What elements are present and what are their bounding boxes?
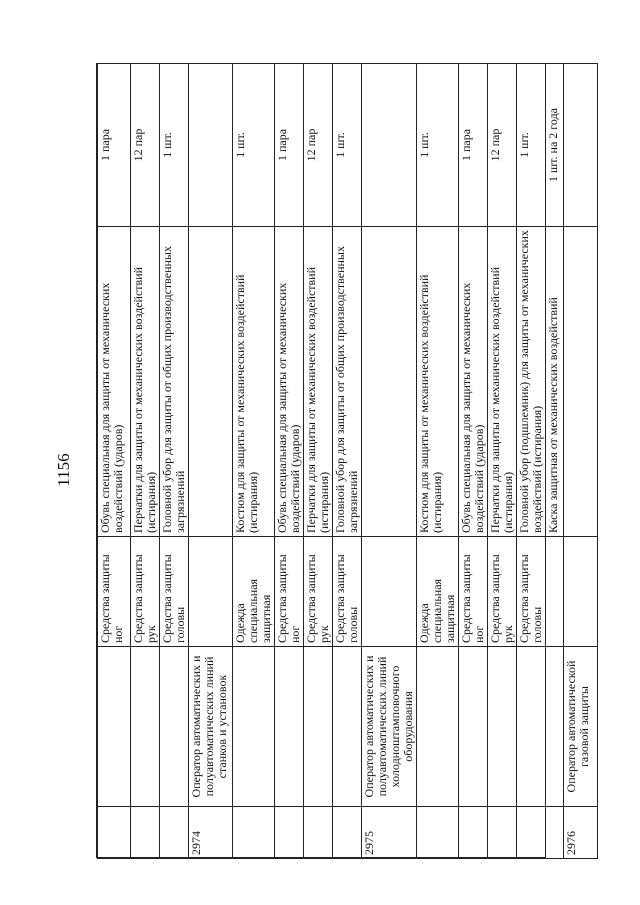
table-row: [459, 64, 488, 859]
row-number: [275, 807, 304, 859]
profession-name: [275, 647, 304, 807]
row-number: 2975: [362, 807, 417, 859]
ppe-type: [546, 537, 564, 647]
ppe-type: [189, 537, 233, 647]
table-row: [189, 64, 233, 859]
ppe-item: [362, 227, 417, 537]
table-row: [160, 64, 189, 859]
issue-norm: 1 шт. на 2 года: [546, 64, 564, 227]
ppe-item: [564, 227, 598, 537]
profession-name: [488, 647, 517, 807]
ppe-type: Одежда специальная защитная: [233, 537, 275, 647]
ppe-type: Средства защиты головы: [333, 537, 362, 647]
row-number: [488, 807, 517, 859]
norms-table: [97, 63, 598, 859]
ppe-item: Головной убор для защиты от общих производственных загрязнений: [160, 227, 189, 537]
ppe-type: Средства защиты рук: [304, 537, 333, 647]
profession-name: [459, 647, 488, 807]
row-number: [98, 807, 131, 859]
ppe-item: Головной убор для защиты от общих производственных загрязнений: [333, 227, 362, 537]
issue-norm: 1 шт.: [233, 64, 275, 227]
issue-norm: 12 пар: [488, 64, 517, 227]
table-row: [275, 64, 304, 859]
table-row: [546, 64, 564, 859]
ppe-type: Средства защиты головы: [517, 537, 546, 647]
ppe-item: Костюм для защиты от механических воздействий (истирания): [233, 227, 275, 537]
issue-norm: 1 шт.: [160, 64, 189, 227]
table-row: [417, 64, 459, 859]
ppe-item: Обувь специальная для защиты от механических воздействий (ударов): [459, 227, 488, 537]
ppe-item: Обувь специальная для защиты от механических воздействий (ударов): [275, 227, 304, 537]
ppe-type: [564, 537, 598, 647]
ppe-item: Головной убор (подшлемник) для защиты от механических воздействий (истирания): [517, 227, 546, 537]
row-number: [417, 807, 459, 859]
ppe-item: Перчатки для защиты от механических воздействий (истирания): [131, 227, 160, 537]
table-row: [233, 64, 275, 859]
profession-name: Оператор автоматической газовой защиты: [564, 647, 598, 807]
ppe-type: [362, 537, 417, 647]
ppe-item: [189, 227, 233, 537]
issue-norm: 12 пар: [304, 64, 333, 227]
table-row: [517, 64, 546, 859]
ppe-item: Обувь специальная для защиты от механических воздействий (ударов): [98, 227, 131, 537]
table-row: [333, 64, 362, 859]
row-number: [333, 807, 362, 859]
ppe-item: Каска защитная от механических воздействий: [546, 227, 564, 537]
issue-norm: 12 пар: [131, 64, 160, 227]
profession-name: [417, 647, 459, 807]
profession-name: [233, 647, 275, 807]
profession-name: [131, 647, 160, 807]
issue-norm: [189, 64, 233, 227]
ppe-type: Средства защиты рук: [488, 537, 517, 647]
issue-norm: 1 шт.: [517, 64, 546, 227]
row-number: [459, 807, 488, 859]
table-row: [98, 64, 131, 859]
table-row: [362, 64, 417, 859]
issue-norm: [362, 64, 417, 227]
table-row: [131, 64, 160, 859]
profession-name: Оператор автоматических и полуавтоматических линий станков и установок: [189, 647, 233, 807]
ppe-type: Одежда специальная защитная: [417, 537, 459, 647]
profession-name: [333, 647, 362, 807]
ppe-item: Перчатки для защиты от механических воздействий (истирания): [304, 227, 333, 537]
rotated-table-content: [97, 64, 591, 859]
row-number: 2974: [189, 807, 233, 859]
profession-name: [304, 647, 333, 807]
ppe-norms-table: [96, 63, 591, 858]
ppe-type: Средства защиты ног: [459, 537, 488, 647]
issue-norm: 1 пара: [459, 64, 488, 227]
issue-norm: [564, 64, 598, 227]
profession-name: [160, 647, 189, 807]
row-number: [233, 807, 275, 859]
table-row: [304, 64, 333, 859]
row-number: [517, 807, 546, 859]
table-row: [564, 64, 598, 859]
ppe-item: Костюм для защиты от механических воздействий (истирания): [417, 227, 459, 537]
profession-name: [546, 647, 564, 807]
page-number: 1156: [54, 453, 73, 487]
row-number: [131, 807, 160, 859]
row-number: [546, 807, 564, 859]
ppe-type: Средства защиты ног: [275, 537, 304, 647]
profession-name: [98, 647, 131, 807]
ppe-type: Средства защиты головы: [160, 537, 189, 647]
profession-name: [517, 647, 546, 807]
ppe-type: Средства защиты рук: [131, 537, 160, 647]
ppe-type: Средства защиты ног: [98, 537, 131, 647]
issue-norm: 1 шт.: [417, 64, 459, 227]
table-row: [488, 64, 517, 859]
row-number: [304, 807, 333, 859]
issue-norm: 1 шт.: [333, 64, 362, 227]
issue-norm: 1 пара: [275, 64, 304, 227]
ppe-item: Перчатки для защиты от механических воздействий (истирания): [488, 227, 517, 537]
row-number: 2976: [564, 807, 598, 859]
row-number: [160, 807, 189, 859]
issue-norm: 1 пара: [98, 64, 131, 227]
profession-name: Оператор автоматических и полуавтоматических линий холодноштамповочного оборудования: [362, 647, 417, 807]
